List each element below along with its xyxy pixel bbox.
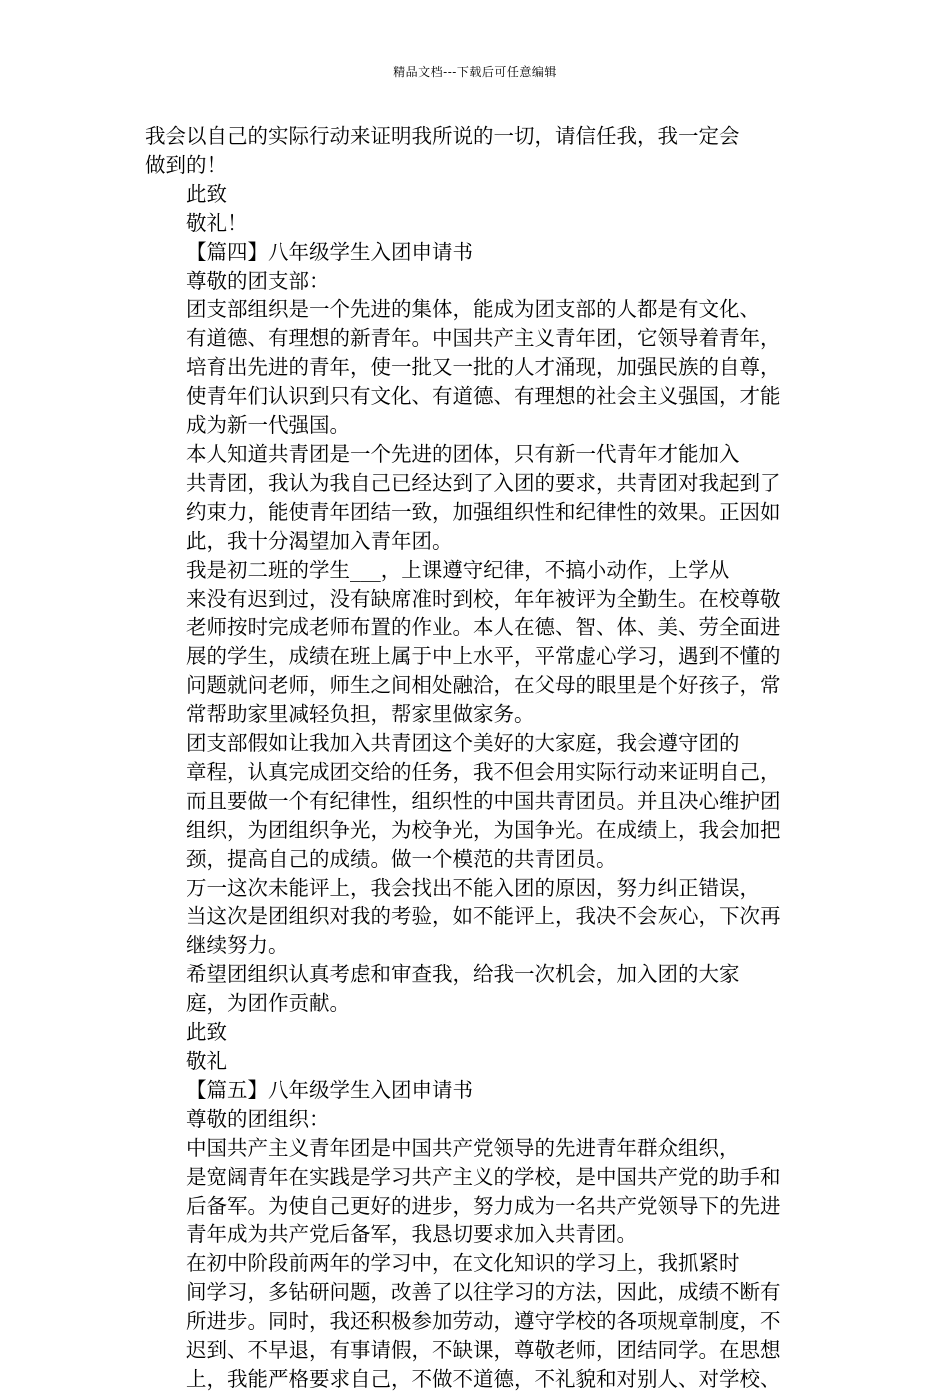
text-line: 是宽阔青年在实践是学习共产主义的学校，是中国共产党的助手和 (186, 1164, 781, 1189)
paragraph (145, 729, 825, 874)
text-line: 我是初二班的学生___，上课遵守纪律，不搞小动作，上学从 (186, 557, 730, 582)
text-line: 庭，为团作贡献。 (186, 991, 350, 1016)
text-line: 而且要做一个有纪律性，组织性的中国共青团员。并且决心维护团 (186, 788, 781, 813)
text-line: 做到的！ (145, 152, 227, 177)
text-line: 来没有迟到过，没有缺席准时到校，年年被评为全勤生。在校尊敬 (186, 586, 781, 611)
text-line: 约束力，能使青年团结一致，加强组织性和纪律性的效果。正因如 (186, 499, 781, 524)
text-line: 间学习，多钻研问题，改善了以往学习的方法，因此，成绩不断有 (186, 1280, 781, 1305)
paragraph (145, 238, 825, 267)
text-line: 我会以自己的实际行动来证明我所说的一切，请信任我，我一定会 (145, 124, 740, 148)
text-line: 青年成为共产党后备军，我恳切要求加入共青团。 (186, 1222, 637, 1247)
text-line: 团支部组织是一个先进的集体，能成为团支部的人都是有文化、 (186, 297, 760, 322)
paragraph (145, 1134, 825, 1250)
paragraph (145, 122, 825, 180)
text-line: 敬礼！ (186, 210, 248, 235)
text-line: 章程，认真完成团交给的任务，我不但会用实际行动来证明自己， (186, 759, 781, 784)
paragraph (145, 1018, 825, 1047)
paragraph (145, 295, 825, 440)
text-line: 常帮助家里减轻负担，帮家里做家务。 (186, 702, 535, 727)
text-line: 组织，为团组织争光，为校争光，为国争光。在成绩上，我会加把 (186, 817, 781, 842)
text-line: 万一这次未能评上，我会找出不能入团的原因，努力纠正错误， (186, 875, 760, 900)
text-line: 团支部假如让我加入共青团这个美好的大家庭，我会遵守团的 (186, 731, 740, 756)
text-line: 此致 (186, 1020, 227, 1045)
text-line: 所进步。同时，我还积极参加劳动，遵守学校的各项规章制度，不 (186, 1309, 781, 1334)
text-line: 【篇五】八年级学生入团申请书 (186, 1077, 473, 1102)
paragraph (145, 1047, 825, 1076)
paragraph (145, 1076, 825, 1105)
text-line: 此，我十分渴望加入青年团。 (186, 528, 453, 553)
paragraph (145, 1249, 825, 1394)
text-line: 后备军。为使自己更好的进步，努力成为一名共产党领导下的先进 (186, 1193, 781, 1218)
text-line: 本人知道共青团是一个先进的团体，只有新一代青年才能加入 (186, 441, 740, 466)
text-line: 在初中阶段前两年的学习中，在文化知识的学习上，我抓紧时 (186, 1251, 740, 1276)
text-line: 迟到、不早退，有事请假，不缺课，尊敬老师，团结同学。在思想 (186, 1338, 781, 1363)
text-line: 共青团，我认为我自己已经达到了入团的要求，共青团对我起到了 (186, 470, 781, 495)
paragraph (145, 440, 825, 556)
text-line: 继续努力。 (186, 933, 289, 958)
paragraph (145, 556, 825, 729)
text-line: 成为新一代强国。 (186, 413, 350, 438)
text-line: 上，我能严格要求自己，不做不道德，不礼貌和对别人、对学校、 (186, 1366, 781, 1391)
paragraph (145, 960, 825, 1018)
text-line: 问题就问老师，师生之间相处融洽，在父母的眼里是个好孩子，常 (186, 673, 781, 698)
text-line: 当这次是团组织对我的考验，如不能评上，我决不会灰心，下次再 (186, 904, 781, 929)
text-line: 此致 (186, 181, 227, 206)
text-line: 有道德、有理想的新青年。中国共产主义青年团，它领导着青年， (186, 326, 781, 351)
paragraph (145, 1105, 825, 1134)
text-line: 敬礼 (186, 1049, 227, 1073)
page-header: 精品文档---下载后可任意编辑 (393, 65, 557, 79)
text-line: 希望团组织认真考虑和审查我，给我一次机会，加入团的大家 (186, 962, 740, 987)
text-line: 中国共产主义青年团是中国共产党领导的先进青年群众组织， (186, 1135, 740, 1160)
text-line: 【篇四】八年级学生入团申请书 (186, 239, 473, 264)
text-line: 培育出先进的青年，使一批又一批的人才涌现，加强民族的自尊， (186, 355, 781, 380)
paragraph (145, 209, 825, 238)
text-line: 展的学生，成绩在班上属于中上水平，平常虚心学习，遇到不懂的 (186, 644, 781, 669)
text-line: 尊敬的团支部： (186, 268, 330, 293)
text-line: 老师按时完成老师布置的作业。本人在德、智、体、美、劳全面进 (186, 615, 781, 640)
text-line: 尊敬的团组织： (186, 1106, 330, 1131)
paragraph (145, 267, 825, 296)
paragraph (145, 874, 825, 961)
paragraph (145, 180, 825, 209)
text-line: 颈，提高自己的成绩。做一个模范的共青团员。 (186, 846, 617, 871)
text-line: 使青年们认识到只有文化、有道德、有理想的社会主义强国，才能 (186, 384, 781, 409)
document-body (145, 122, 825, 1394)
